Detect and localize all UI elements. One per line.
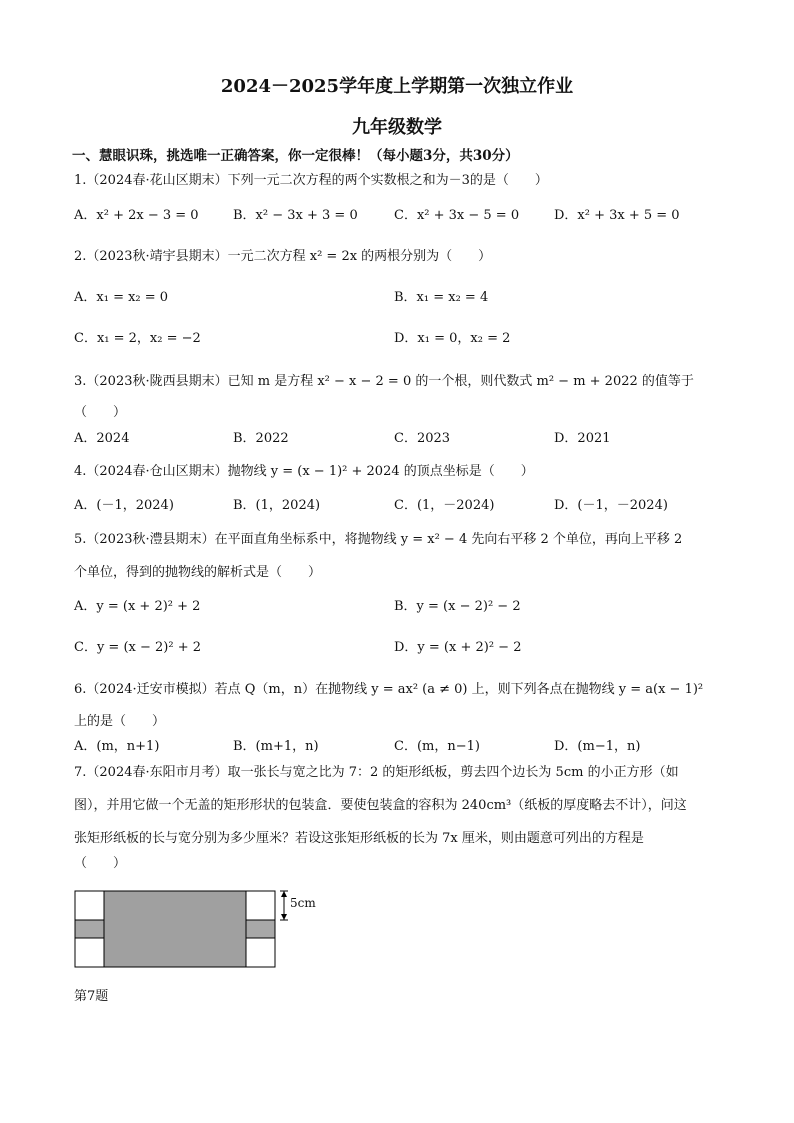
question-7-stem-4: （ ） xyxy=(74,856,127,871)
question-5-stem: 5.（2023秋·澧县期末）在平面直角坐标系中，将抛物线 y = x² − 4 先向右平移 2 个单位，再向上平移 2 xyxy=(74,532,683,547)
question-4-stem: 4.（2024春·仓山区期末）抛物线 y = (x − 1)² + 2024 的顶点坐标是（ ） xyxy=(74,464,534,479)
question-7-stem-3: 张矩形纸板的长与宽分别为多少厘米？若设这张矩形纸板的长为 7x 厘米，则由题意可列出的方程是 xyxy=(74,831,644,846)
q2-option-a: A．x₁ = x₂ = 0 xyxy=(74,290,169,305)
q3-option-c: C．2023 xyxy=(394,431,451,446)
q3-option-b: B．2022 xyxy=(233,431,289,446)
figure-caption: 第7题 xyxy=(74,989,109,1004)
q2-option-d: D．x₁ = 0，x₂ = 2 xyxy=(394,331,511,346)
q5-option-c: C．y = (x − 2)² + 2 xyxy=(74,640,201,655)
q6-option-c: C．(m，n−1) xyxy=(394,739,480,754)
section-heading: 一、慧眼识珠，挑选唯一正确答案，你一定很棒！（每小题3分，共30分） xyxy=(72,148,519,164)
question-5-stem-cont: 个单位，得到的抛物线的解析式是（ ） xyxy=(74,565,322,580)
q4-option-d: D．(－1，－2024) xyxy=(554,498,668,513)
q4-option-b: B．(1，2024) xyxy=(233,498,321,513)
q1-option-b: B．x² − 3x + 3 = 0 xyxy=(233,208,358,223)
q5-option-d: D．y = (x + 2)² − 2 xyxy=(394,640,522,655)
rectangle-cardboard-figure xyxy=(74,888,324,977)
dimension-label: 5cm xyxy=(290,896,316,910)
q6-option-b: B．(m+1，n) xyxy=(233,739,319,754)
question-7-stem-2: 图），并用它做一个无盖的矩形形状的包装盒．要使包装盒的容积为 240cm³（纸板的厚度略去不计），问这 xyxy=(74,798,687,813)
question-2-stem: 2.（2023秋·靖宇县期末）一元二次方程 x² = 2x 的两根分别为（ ） xyxy=(74,249,492,264)
q5-option-b: B．y = (x − 2)² − 2 xyxy=(394,599,521,614)
question-1-stem: 1.（2024春·花山区期末）下列一元二次方程的两个实数根之和为－3的是（ ） xyxy=(74,173,548,188)
q1-option-a: A．x² + 2x − 3 = 0 xyxy=(74,208,199,223)
page-subtitle: 九年级数学 xyxy=(352,117,442,138)
q2-option-b: B．x₁ = x₂ = 4 xyxy=(394,290,489,305)
q4-option-a: A．(－1，2024) xyxy=(74,498,174,513)
q4-option-c: C．(1，－2024) xyxy=(394,498,495,513)
q3-option-a: A．2024 xyxy=(74,431,130,446)
question-6-stem: 6.（2024·迁安市模拟）若点 Q（m，n）在抛物线 y = ax² (a ≠ 0) 上，则下列各点在抛物线 y = a(x − 1)² xyxy=(74,682,704,697)
q5-option-a: A．y = (x + 2)² + 2 xyxy=(74,599,201,614)
page-title: 2024－2025学年度上学期第一次独立作业 xyxy=(220,76,574,97)
question-3-stem: 3.（2023秋·陇西县期末）已知 m 是方程 x² − x − 2 = 0 的一个根，则代数式 m² − m + 2022 的值等于 xyxy=(74,374,694,389)
question-3-stem-cont: （ ） xyxy=(74,405,127,420)
question-6-stem-cont: 上的是（ ） xyxy=(74,714,166,729)
q6-option-d: D．(m−1，n) xyxy=(554,739,641,754)
q6-option-a: A．(m，n+1) xyxy=(74,739,160,754)
q2-option-c: C．x₁ = 2，x₂ = −2 xyxy=(74,331,201,346)
question-7-stem: 7.（2024春·东阳市月考）取一张长与宽之比为 7：2 的矩形纸板，剪去四个边长为 5cm 的小正方形（如 xyxy=(74,765,679,780)
q3-option-d: D．2021 xyxy=(554,431,611,446)
q1-option-d: D．x² + 3x + 5 = 0 xyxy=(554,208,680,223)
q1-option-c: C．x² + 3x − 5 = 0 xyxy=(394,208,520,223)
